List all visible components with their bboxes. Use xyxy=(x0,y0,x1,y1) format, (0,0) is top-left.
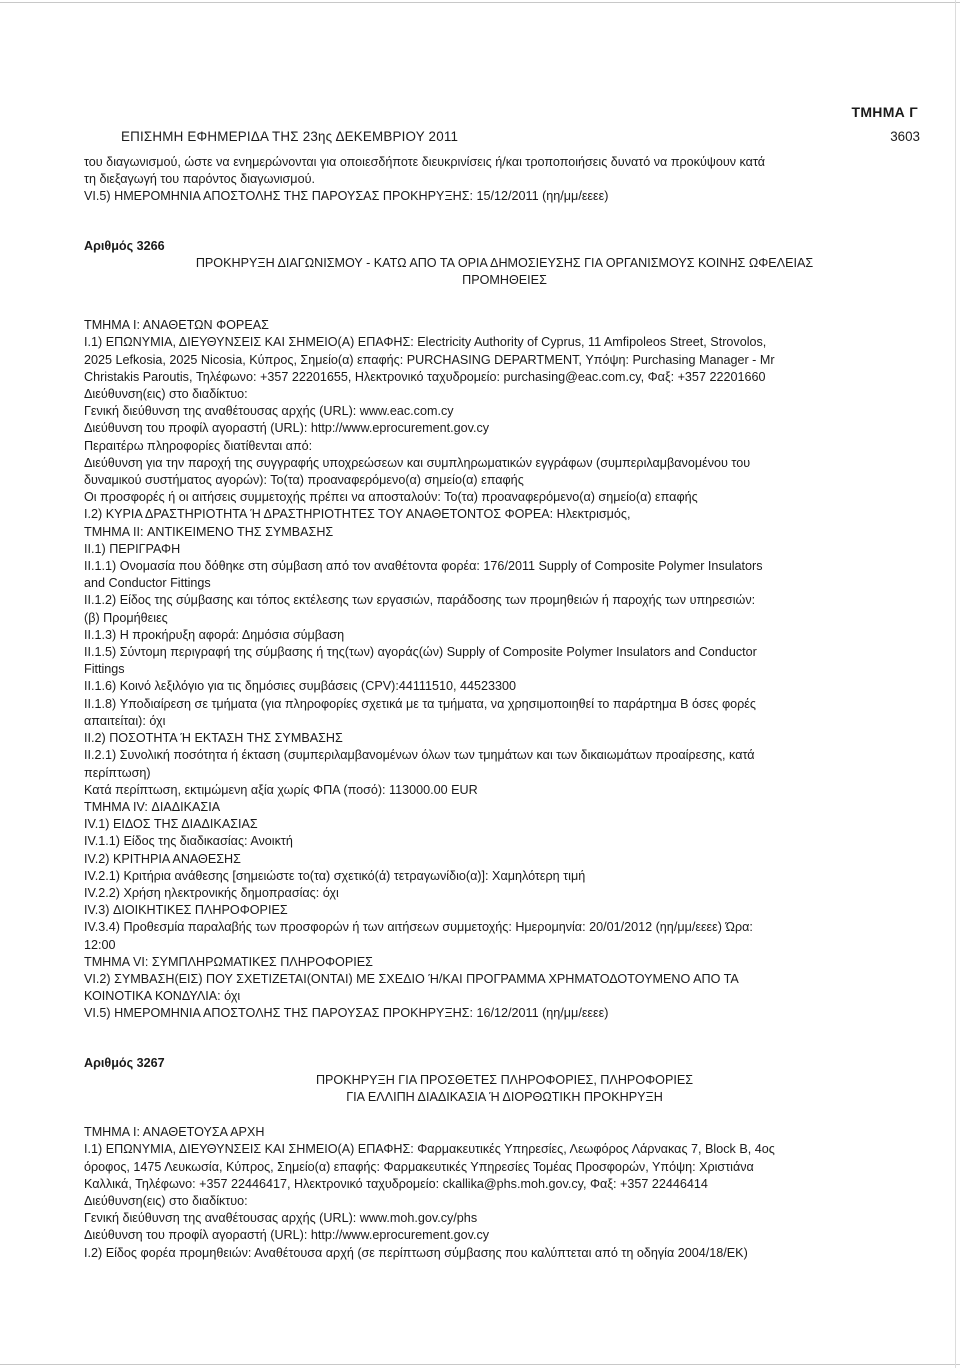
text-line: απαιτείται): όχι xyxy=(84,713,166,728)
text-line: IV.2.2) Χρήση ηλεκτρονικής δημοπρασίας: όχι xyxy=(84,885,339,900)
text-line: and Conductor Fittings xyxy=(84,576,211,591)
text-line: Διεύθυνση του προφίλ αγοραστή (URL): http://www.eprocurement.gov.cy xyxy=(84,1228,490,1243)
text-line: Διεύθυνση(εις) στο διαδίκτυο: xyxy=(84,387,248,402)
text-line: II.1.3) Η προκήρυξη αφορά: Δημόσια σύμβαση xyxy=(84,627,345,642)
text-line: ΤΜΗΜΑ Ι: ΑΝΑΘΕΤΟΥΣΑ ΑΡΧΗ xyxy=(84,1125,265,1140)
text-line: IV.1) ΕΙΔΟΣ ΤΗΣ ΔΙΑΔΙΚΑΣΙΑΣ xyxy=(84,817,258,832)
text-line: ΤΜΗΜΑ VI: ΣΥΜΠΛΗΡΩΜΑΤΙΚΕΣ ΠΛΗΡΟΦΟΡΙΕΣ xyxy=(84,954,373,969)
text-line: (β) Προμήθειες xyxy=(84,610,168,625)
notice-title: ΠΡΟΜΗΘΕΙΕΣ xyxy=(462,273,547,288)
text-line: Διεύθυνση για την παροχή της συγγραφής υποχρεώσεων και συμπληρωματικών εγγράφων (συμπεριλαμβανομένου του xyxy=(84,455,751,470)
text-line: IV.3.4) Προθεσμία παραλαβής των προσφορών ή των αιτήσεων συμμετοχής: Ημερομηνία: 20/01/2012 (ηη/μμ/εεεε) Ώρα: xyxy=(84,920,753,935)
notice-number: Αριθμός 3267 xyxy=(84,1055,165,1070)
intro-block xyxy=(84,154,925,206)
notice-3266 xyxy=(84,238,925,1023)
scan-top-edge xyxy=(0,2,960,3)
text-line: ΤΜΗΜΑ IV: ΔΙΑΔΙΚΑΣΙΑ xyxy=(84,799,221,814)
text-line: δυναμικού συστήματος αγορών): Το(τα) προαναφερόμενο(α) σημείο(α) επαφής xyxy=(84,473,524,488)
notice-body xyxy=(84,1124,925,1262)
notice-number: Αριθμός 3266 xyxy=(84,238,165,253)
notice-title: ΠΡΟΚΗΡΥΞΗ ΓΙΑ ΠΡΟΣΘΕΤΕΣ ΠΛΗΡΟΦΟΡΙΕΣ, ΠΛΗΡΟΦΟΡΙΕΣ xyxy=(315,1072,694,1087)
text-line: II.1.1) Ονομασία που δόθηκε στη σύμβαση από τον αναθέτοντα φορέα: 176/2011 Supply of Composite Polymer Insulators xyxy=(84,559,763,574)
text-line: II.1.8) Υποδιαίρεση σε τμήματα (για πληροφορίες σχετικά με τα τμήματα, να χρησιμοποιηθεί το παράρτημα Β όσες φορές xyxy=(84,696,756,711)
text-line: IV.2) ΚΡΙΤΗΡΙΑ ΑΝΑΘΕΣΗΣ xyxy=(84,851,241,866)
text-line: Καλλικά, Τηλέφωνο: +357 22446417, Ηλεκτρονικό ταχυδρομείο: ckallika@phs.moh.gov.cy, Φαξ: +357 22446414 xyxy=(84,1176,708,1191)
text-line: ΤΜΗΜΑ Ι: ΑΝΑΘΕΤΩΝ ΦΟΡΕΑΣ xyxy=(84,318,269,333)
text-line: II.2) ΠΟΣΟΤΗΤΑ Ή ΕΚΤΑΣΗ ΤΗΣ ΣΥΜΒΑΣΗΣ xyxy=(84,731,343,746)
page-number: 3603 xyxy=(890,129,920,144)
text-line: τη διεξαγωγή του παρόντος διαγωνισμού. xyxy=(84,172,315,187)
text-line: Διεύθυνση του προφίλ αγοραστή (URL): http://www.eprocurement.gov.cy xyxy=(84,421,490,436)
text-line: Οι προσφορές ή οι αιτήσεις συμμετοχής πρέπει να αποσταλούν: Το(τα) προαναφερόμενο(α) σημείο(α) επαφής xyxy=(84,490,698,505)
text-line: IV.2.1) Κριτήρια ανάθεσης [σημειώστε το(τα) σχετικό(ά) τετραγωνίδιο(α)]: Χαμηλότερη τιμή xyxy=(84,868,586,883)
text-line: όροφος, 1475 Λευκωσία, Κύπρος, Σημείο(α) επαφής: Φαρμακευτικές Υπηρεσίες Τομέας Προσφορών, Υπόψη: Χριστιάνα xyxy=(84,1159,754,1174)
text-line: IV.1.1) Είδος της διαδικασίας: Ανοικτή xyxy=(84,834,293,849)
text-line: IV.3) ΔΙΟΙΚΗΤΙΚΕΣ ΠΛΗΡΟΦΟΡΙΕΣ xyxy=(84,903,288,918)
text-line: I.2) ΚΥΡΙΑ ΔΡΑΣΤΗΡΙΟΤΗΤΑ Ή ΔΡΑΣΤΗΡΙΟΤΗΤΕΣ ΤΟΥ ΑΝΑΘΕΤΟΝΤΟΣ ΦΟΡΕΑ: Ηλεκτρισμός, xyxy=(84,507,631,522)
text-line: II.1) ΠΕΡΙΓΡΑΦΗ xyxy=(84,541,181,556)
scan-bottom-edge xyxy=(0,1364,960,1365)
text-line: Περαιτέρω πληροφορίες διατίθενται από: xyxy=(84,438,313,453)
scan-right-edge xyxy=(955,0,956,1368)
text-line: I.2) Είδος φορέα προμηθειών: Αναθέτουσα αρχή (σε περίπτωση σύμβασης που καλύπτεται από τη οδηγία 2004/18/ΕΚ) xyxy=(84,1245,748,1260)
page-header xyxy=(121,128,920,145)
notice-body xyxy=(84,317,925,1022)
text-line: II.1.6) Κοινό λεξιλόγιο για τις δημόσιες συμβάσεις (CPV):44111510, 44523300 xyxy=(84,679,517,694)
text-line: Christakis Paroutis, Τηλέφωνο: +357 22201655, Ηλεκτρονικό ταχυδρομείο: purchasing@eac.com.cy, Φαξ: +357 22201660 xyxy=(84,369,766,384)
text-line: I.1) ΕΠΩΝΥΜΙΑ, ΔΙΕΥΘΥΝΣΕΙΣ ΚΑΙ ΣΗΜΕΙΟ(Α) ΕΠΑΦΗΣ: Electricity Authority of Cyprus, 11 Amfipoleos Street, Strovolos, xyxy=(84,335,767,350)
text-line: Διεύθυνση(εις) στο διαδίκτυο: xyxy=(84,1193,248,1208)
text-line: ΚΟΙΝΟΤΙΚΑ ΚΟΝΔΥΛΙΑ: όχι xyxy=(84,989,241,1004)
text-line: περίπτωση) xyxy=(84,765,151,780)
text-line: II.2.1) Συνολική ποσότητα ή έκταση (συμπεριλαμβανομένων όλων των τμημάτων και των δικαιωμάτων προαίρεσης, κατά xyxy=(84,748,755,763)
text-line: 2025 Lefkosia, 2025 Nicosia, Κύπρος, Σημείο(α) επαφής: PURCHASING DEPARTMENT, Υπόψη: Purchasing Manager - Mr xyxy=(84,352,775,367)
notice-3267 xyxy=(84,1055,925,1262)
text-line: VI.2) ΣΥΜΒΑΣΗ(ΕΙΣ) ΠΟΥ ΣΧΕΤΙΖΕΤΑΙ(ΟΝΤΑΙ) ΜΕ ΣΧΕΔΙΟ Ή/ΚΑΙ ΠΡΟΓΡΑΜΜΑ ΧΡΗΜΑΤΟΔΟΤΟΥΜΕΝΟ ΑΠΟ ΤΑ xyxy=(84,971,739,986)
text-line: Fittings xyxy=(84,662,125,677)
text-line: Γενική διεύθυνση της αναθέτουσας αρχής (URL): www.eac.com.cy xyxy=(84,404,454,419)
text-line: Κατά περίπτωση, εκτιμώμενη αξία χωρίς ΦΠΑ (ποσό): 113000.00 EUR xyxy=(84,782,478,797)
page-content xyxy=(84,154,925,1262)
text-line: Γενική διεύθυνση της αναθέτουσας αρχής (URL): www.moh.gov.cy/phs xyxy=(84,1211,478,1226)
notice-title: ΠΡΟΚΗΡΥΞΗ ΔΙΑΓΩΝΙΣΜΟΥ - ΚΑΤΩ ΑΠΟ ΤΑ ΟΡΙΑ ΔΗΜΟΣΙΕΥΣΗΣ ΓΙΑ ΟΡΓΑΝΙΣΜΟΥΣ ΚΟΙΝΗΣ ΩΦΕΛΕΙΑΣ xyxy=(195,255,814,270)
text-line: I.1) ΕΠΩΝΥΜΙΑ, ΔΙΕΥΘΥΝΣΕΙΣ ΚΑΙ ΣΗΜΕΙΟ(Α) ΕΠΑΦΗΣ: Φαρμακευτικές Υπηρεσίες, Λεωφόρος Λάρνακας 7, Block B, 4ος xyxy=(84,1142,775,1157)
text-line: του διαγωνισμού, ώστε να ενημερώνονται για οποιεσδήποτε διευκρινίσεις ή/και τροποποιήσεις δυνατό να προκύψουν κατά xyxy=(84,155,766,169)
text-line: 12:00 xyxy=(84,937,116,952)
text-line: ΤΜΗΜΑ II: ΑΝΤΙΚΕΙΜΕΝΟ ΤΗΣ ΣΥΜΒΑΣΗΣ xyxy=(84,524,334,539)
text-line: VI.5) ΗΜΕΡΟΜΗΝΙΑ ΑΠΟΣΤΟΛΗΣ ΤΗΣ ΠΑΡΟΥΣΑΣ ΠΡΟΚΗΡΥΞΗΣ: 16/12/2011 (ηη/μμ/εεεε) xyxy=(84,1006,609,1021)
notice-title: ΓΙΑ ΕΛΛΙΠΗ ΔΙΑΔΙΚΑΣΙΑ Ή ΔΙΟΡΘΩΤΙΚΗ ΠΡΟΚΗΡΥΞΗ xyxy=(346,1089,663,1104)
text-line: II.1.5) Σύντομη περιγραφή της σύμβασης ή της(των) αγοράς(ών) Supply of Composite Polymer Insulators and Conductor xyxy=(84,645,757,660)
section-tag: ΤΜΗΜΑ Γ xyxy=(851,104,918,120)
text-line: II.1.2) Είδος της σύμβασης και τόπος εκτέλεσης των εργασιών, παράδοσης των προμηθειών ή παροχής των υπηρεσιών: xyxy=(84,593,756,608)
text-line: VI.5) ΗΜΕΡΟΜΗΝΙΑ ΑΠΟΣΤΟΛΗΣ ΤΗΣ ΠΑΡΟΥΣΑΣ ΠΡΟΚΗΡΥΞΗΣ: 15/12/2011 (ηη/μμ/εεεε) xyxy=(84,189,609,204)
gazette-title: ΕΠΙΣΗΜΗ ΕΦΗΜΕΡΙΔΑ ΤΗΣ 23ης ΔΕΚΕΜΒΡΙΟΥ 2011 xyxy=(121,129,459,144)
